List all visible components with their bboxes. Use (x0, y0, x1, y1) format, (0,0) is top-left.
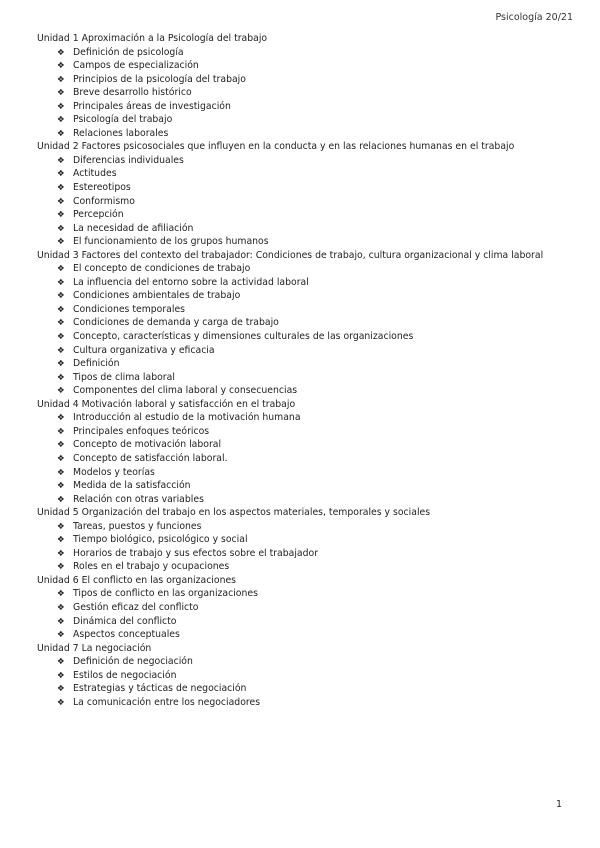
topic-item (37, 100, 577, 114)
topic-item (37, 493, 577, 507)
topic-item (37, 669, 577, 683)
topic-item (37, 655, 577, 669)
diamond-bullet-icon: ❖ (57, 264, 65, 275)
diamond-bullet-icon: ❖ (57, 345, 65, 356)
topic-item (37, 560, 577, 574)
diamond-bullet-icon: ❖ (57, 548, 65, 559)
topic-label: Estereotipos (73, 182, 131, 194)
topic-label: El funcionamiento de los grupos humanos (73, 236, 269, 248)
page-header: Psicología 20/21 (495, 12, 573, 23)
topic-label: Dinámica del conflicto (73, 615, 177, 627)
diamond-bullet-icon: ❖ (57, 697, 65, 708)
topic-label: Diferencias individuales (73, 154, 184, 166)
topic-label: Medida de la satisfacción (73, 480, 191, 492)
diamond-bullet-icon: ❖ (57, 169, 65, 180)
topic-label: Gestión eficaz del conflicto (73, 601, 199, 613)
topic-item (37, 452, 577, 466)
topic-item (37, 262, 577, 276)
topic-label: Introducción al estudio de la motivación humana (73, 412, 301, 424)
diamond-bullet-icon: ❖ (57, 562, 65, 573)
topic-item (37, 303, 577, 317)
diamond-bullet-icon: ❖ (57, 88, 65, 99)
unit-title: Unidad 2 Factores psicosociales que influyen en la conducta y en las relaciones humanas en el trabajo (37, 141, 515, 153)
diamond-bullet-icon: ❖ (57, 210, 65, 221)
topic-item (37, 587, 577, 601)
diamond-bullet-icon: ❖ (57, 318, 65, 329)
topic-label: Principales enfoques teóricos (73, 425, 210, 437)
topic-item (37, 533, 577, 547)
topic-label: Aspectos conceptuales (73, 629, 180, 641)
diamond-bullet-icon: ❖ (57, 237, 65, 248)
diamond-bullet-icon: ❖ (57, 413, 65, 424)
unit-title: Unidad 3 Factores del contexto del trabajador: Condiciones de trabajo, cultura organizacional y clima laboral (37, 249, 544, 261)
topic-label: Tiempo biológico, psicológico y social (73, 534, 248, 546)
topic-label: Principales áreas de investigación (73, 100, 231, 112)
topic-item (37, 438, 577, 452)
topic-label: Cultura organizativa y eficacia (73, 344, 215, 356)
diamond-bullet-icon: ❖ (57, 196, 65, 207)
topic-item (37, 276, 577, 290)
topic-item (37, 479, 577, 493)
diamond-bullet-icon: ❖ (57, 521, 65, 532)
unit-title: Unidad 1 Aproximación a la Psicología del trabajo (37, 33, 268, 44)
unit-title: Unidad 5 Organización del trabajo en los aspectos materiales, temporales y sociales (37, 507, 431, 519)
diamond-bullet-icon: ❖ (57, 535, 65, 546)
diamond-bullet-icon: ❖ (57, 155, 65, 166)
diamond-bullet-icon: ❖ (57, 386, 65, 397)
topic-item (37, 696, 577, 710)
diamond-bullet-icon: ❖ (57, 359, 65, 370)
diamond-bullet-icon: ❖ (57, 630, 65, 641)
unit-title: Unidad 7 La negociación (37, 642, 152, 654)
topic-label: Conformismo (73, 195, 135, 207)
diamond-bullet-icon: ❖ (57, 453, 65, 464)
diamond-bullet-icon: ❖ (57, 128, 65, 139)
topic-label: El concepto de condiciones de trabajo (73, 263, 251, 275)
topic-item (37, 344, 577, 358)
diamond-bullet-icon: ❖ (57, 291, 65, 302)
topic-label: Definición de negociación (73, 656, 193, 668)
topic-item (37, 86, 577, 100)
diamond-bullet-icon: ❖ (57, 481, 65, 492)
topic-label: Horarios de trabajo y sus efectos sobre el trabajador (73, 547, 319, 559)
topic-label: Definición (73, 358, 120, 370)
diamond-bullet-icon: ❖ (57, 589, 65, 600)
diamond-bullet-icon: ❖ (57, 223, 65, 234)
topic-label: Componentes del clima laboral y consecuencias (73, 385, 298, 397)
diamond-bullet-icon: ❖ (57, 101, 65, 112)
topic-label: Tipos de clima laboral (73, 371, 175, 383)
topic-item (37, 222, 577, 236)
diamond-bullet-icon: ❖ (57, 372, 65, 383)
diamond-bullet-icon: ❖ (57, 61, 65, 72)
diamond-bullet-icon: ❖ (57, 684, 65, 695)
topic-item (37, 330, 577, 344)
topic-item (37, 167, 577, 181)
diamond-bullet-icon: ❖ (57, 332, 65, 343)
topic-label: Percepción (73, 209, 124, 221)
topic-item (37, 425, 577, 439)
topic-label: Concepto de motivación laboral (73, 439, 222, 451)
topic-item (37, 235, 577, 249)
topic-item (37, 357, 577, 371)
topic-label: Actitudes (73, 168, 117, 180)
topic-label: Condiciones ambientales de trabajo (73, 290, 241, 302)
topic-label: Relación con otras variables (73, 493, 204, 505)
topic-item (37, 208, 577, 222)
diamond-bullet-icon: ❖ (57, 74, 65, 85)
topic-label: Campos de especialización (73, 60, 199, 72)
syllabus-outline (37, 32, 577, 709)
topic-label: Breve desarrollo histórico (73, 87, 192, 99)
topic-item (37, 316, 577, 330)
topic-item (37, 628, 577, 642)
topic-label: La comunicación entre los negociadores (73, 696, 261, 708)
topic-label: La influencia del entorno sobre la actividad laboral (73, 276, 309, 288)
topic-item (37, 384, 577, 398)
unit-title: Unidad 4 Motivación laboral y satisfacción en el trabajo (37, 398, 296, 410)
topic-item (37, 46, 577, 60)
topic-label: Tipos de conflicto en las organizaciones (73, 588, 258, 600)
page-number: 1 (556, 799, 563, 810)
topic-label: Psicología del trabajo (73, 114, 173, 126)
topic-item (37, 127, 577, 141)
topic-label: Tareas, puestos y funciones (73, 520, 202, 532)
topic-label: Condiciones de demanda y carga de trabajo (73, 317, 279, 329)
unit-title: Unidad 6 El conflicto en las organizaciones (37, 574, 237, 586)
topic-label: Estrategias y tácticas de negociación (73, 683, 247, 695)
topic-label: Concepto, características y dimensiones culturales de las organizaciones (73, 331, 414, 343)
topic-item (37, 113, 577, 127)
topic-item (37, 154, 577, 168)
topic-item (37, 615, 577, 629)
diamond-bullet-icon: ❖ (57, 304, 65, 315)
topic-label: Relaciones laborales (73, 127, 169, 139)
topic-item (37, 181, 577, 195)
diamond-bullet-icon: ❖ (57, 602, 65, 613)
diamond-bullet-icon: ❖ (57, 657, 65, 668)
diamond-bullet-icon: ❖ (57, 494, 65, 505)
diamond-bullet-icon: ❖ (57, 426, 65, 437)
topic-item (37, 289, 577, 303)
topic-label: Modelos y teorías (73, 466, 155, 478)
diamond-bullet-icon: ❖ (57, 440, 65, 451)
diamond-bullet-icon: ❖ (57, 115, 65, 126)
diamond-bullet-icon: ❖ (57, 47, 65, 58)
diamond-bullet-icon: ❖ (57, 467, 65, 478)
topic-item (37, 59, 577, 73)
topic-item (37, 547, 577, 561)
topic-label: Principios de la psicología del trabajo (73, 73, 246, 85)
topic-item (37, 520, 577, 534)
topic-item (37, 195, 577, 209)
diamond-bullet-icon: ❖ (57, 670, 65, 681)
diamond-bullet-icon: ❖ (57, 616, 65, 627)
topic-label: Roles en el trabajo y ocupaciones (73, 561, 230, 573)
topic-item (37, 466, 577, 480)
topic-item (37, 411, 577, 425)
topic-item (37, 601, 577, 615)
topic-label: Concepto de satisfacción laboral. (73, 452, 228, 464)
topic-label: Condiciones temporales (73, 303, 186, 315)
topic-item (37, 682, 577, 696)
topic-label: Estilos de negociación (73, 669, 177, 681)
topic-item (37, 371, 577, 385)
diamond-bullet-icon: ❖ (57, 183, 65, 194)
diamond-bullet-icon: ❖ (57, 277, 65, 288)
topic-item (37, 73, 577, 87)
topic-label: La necesidad de afiliación (73, 222, 194, 234)
topic-label: Definición de psicología (73, 46, 184, 58)
